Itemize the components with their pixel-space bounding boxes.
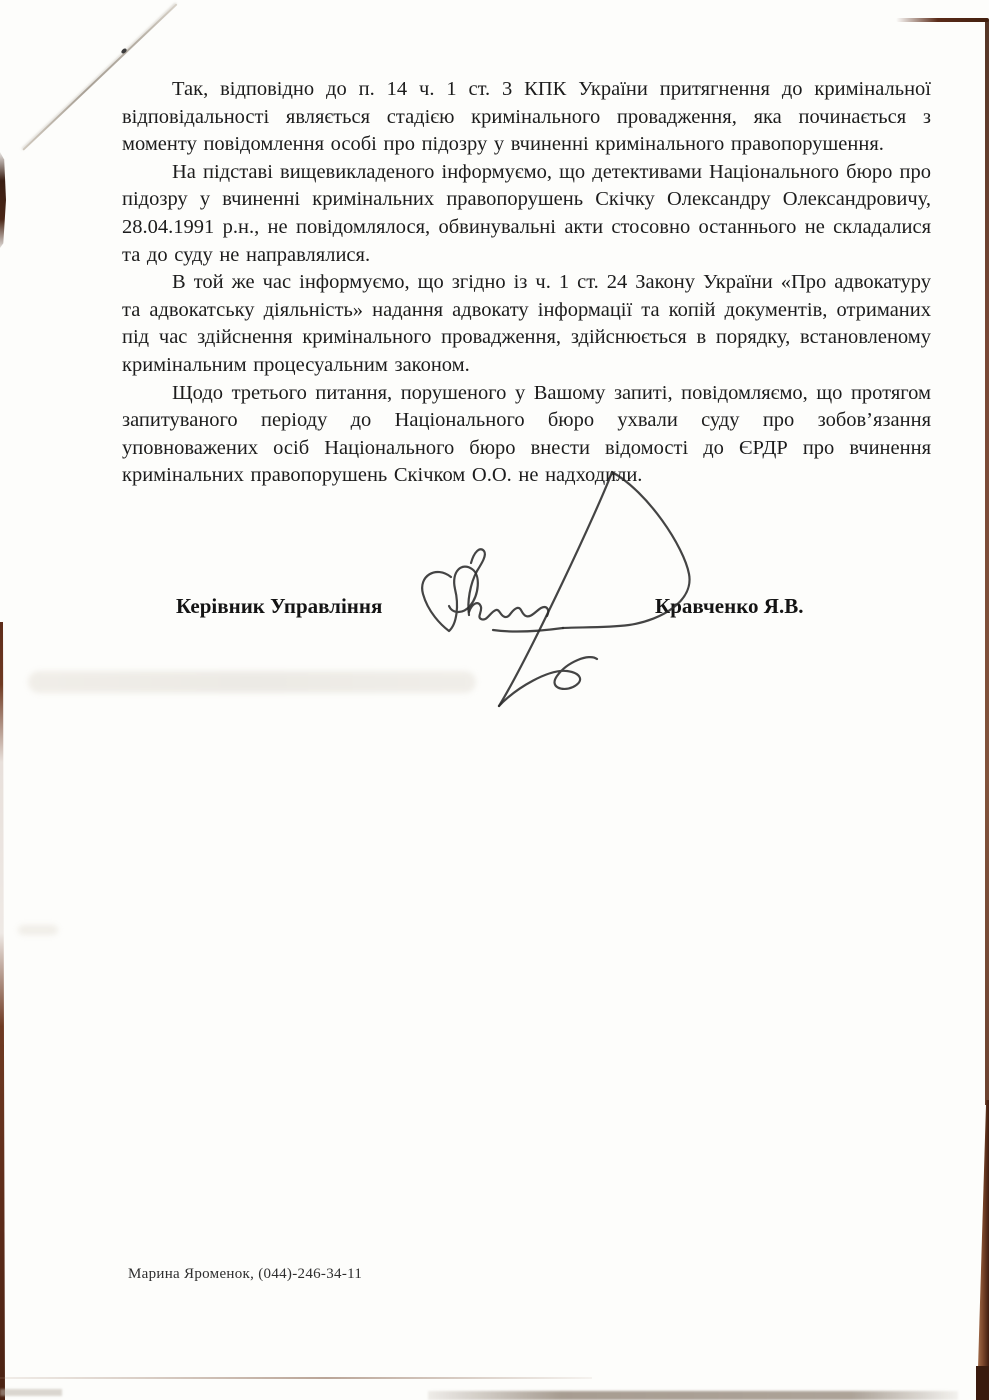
- page-edge-left-lower: [0, 622, 5, 1400]
- paragraph-4: Щодо третього питання, порушеного у Вашому запиті, повідомляємо, що протягом запитуваного періоду до Національного бюро ухвали суду про зобов’язання уповноважених осіб Національного бюро внести відомості до ЄРДР про вчинення кримінальних правопорушень Скічком О.О. не надходили.: [122, 381, 931, 487]
- page-edge-right-lower: [976, 1100, 989, 1400]
- paragraph-1: Так, відповідно до п. 14 ч. 1 ст. 3 КПК України притягнення до кримінальної відповідальності являється стадією кримінального провадження, яка починається з моменту повідомлення особі про підозру у вчиненні кримінального правопорушення.: [122, 78, 931, 156]
- faint-spot: [18, 925, 58, 935]
- signer-name: Кравченко Я.В.: [655, 594, 804, 618]
- signer-position-title: Керівник Управління: [176, 594, 383, 618]
- executor-contact: Марина Яроменок, (044)-246-34-11: [128, 1266, 363, 1282]
- paragraph-3: В той же час інформуємо, що згідно із ч. 1 ст. 24 Закону України «Про адвокатуру та адвокатську діяльність» надання адвокату інформації та копій документів, отриманих під час здійснення кримінального провадження, здійснюється в порядку, встановленому кримінальним процесуальним законом.: [122, 271, 931, 376]
- page-bottom-shadow: [428, 1391, 958, 1400]
- paragraph-2: На підставі вищевикладеного інформуємо, що детективами Національного бюро про підозру у вчиненні кримінальних правопорушень Скічку Олександру Олександровичу, 28.04.1991 р.н., не повідомлялося, обвинувальні акти стосовно останнього не складалися та до суду не направлялися.: [122, 160, 931, 266]
- background-corner-bottom-right: [976, 1366, 989, 1400]
- page-edge-top-right: [896, 18, 989, 22]
- page-bottom-left-shadow: [0, 1389, 62, 1396]
- page-edge-right: [985, 20, 989, 1105]
- page-edge-left-fold-shadow: [0, 152, 6, 248]
- faded-ink-smudge: [28, 671, 476, 693]
- letter-body: [122, 76, 931, 490]
- crease-speck: [120, 48, 127, 55]
- page-bottom-crease-line: [0, 1377, 592, 1379]
